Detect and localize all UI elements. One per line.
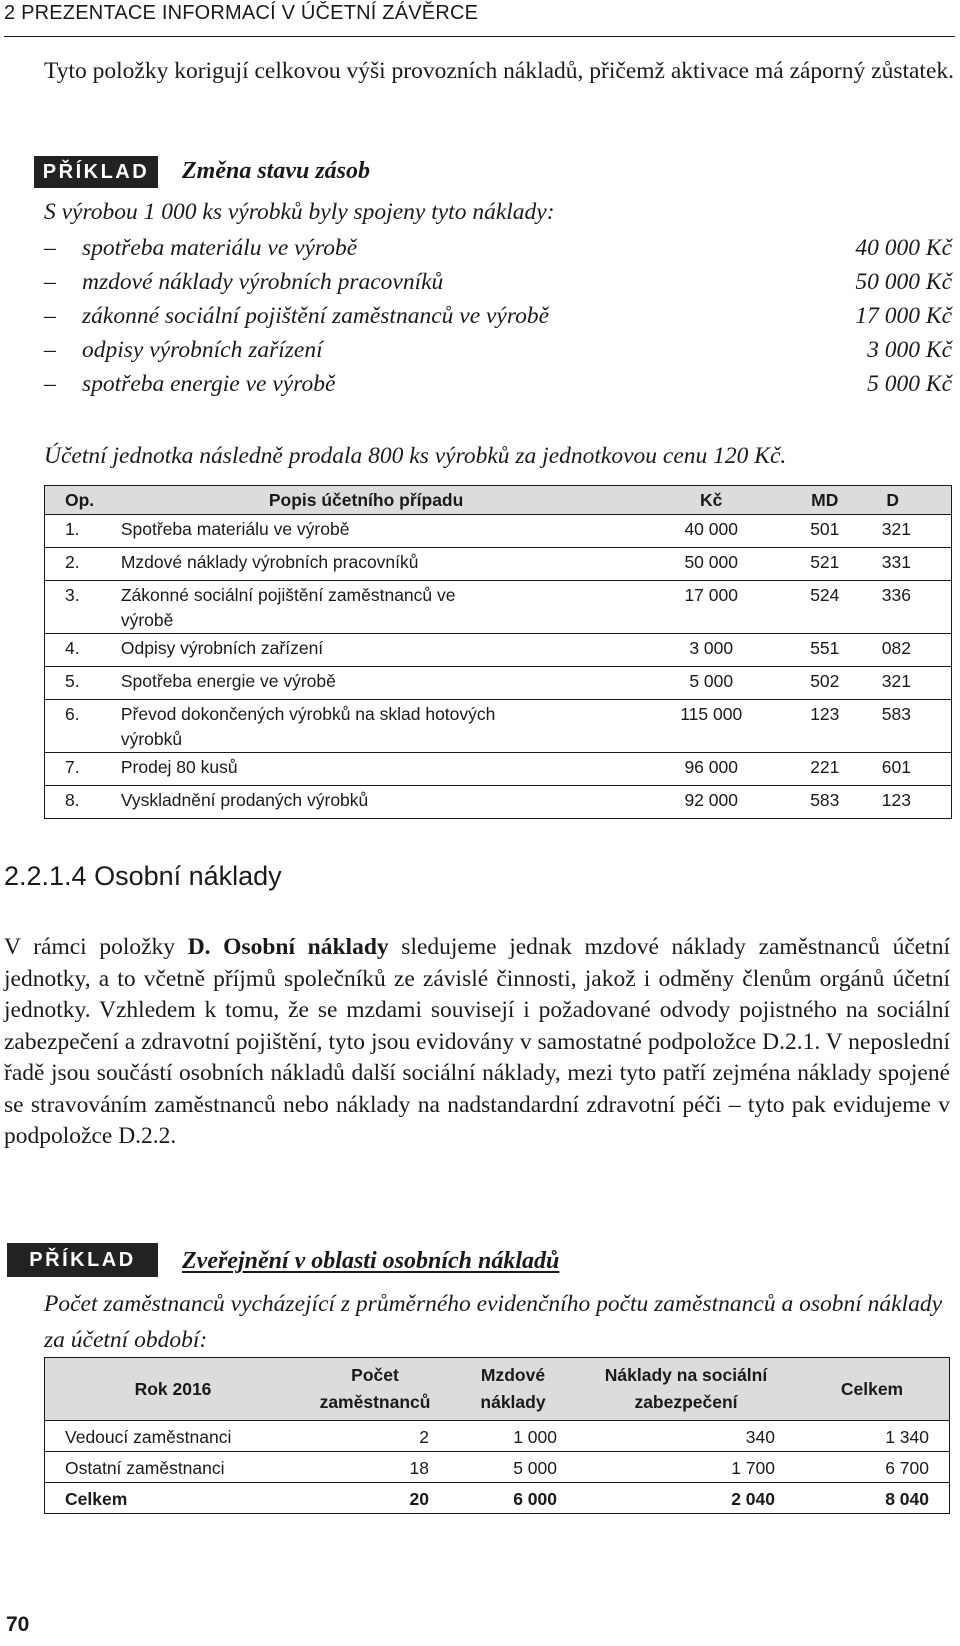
cell-md: 501 xyxy=(774,515,876,548)
cell-op: 1. xyxy=(45,515,115,548)
cell-wages: 1 000 xyxy=(449,1421,577,1452)
cost-item xyxy=(44,337,952,371)
example-title: Zveřejnění v oblasti osobních nákladů xyxy=(182,1248,560,1274)
col-header-d: D xyxy=(876,486,952,515)
cost-item xyxy=(44,269,952,303)
body-text: sledujeme jednak mzdové náklady zaměstnanců účetní jednotky, a to včetně příjmů společníků ze závislé činnosti, jakož i odměny členům orgánů účetní jednotky. Vzhledem k tomu, že se mzdami souvisejí i požadované odvody pojistného na sociální zabezpečení a zdravotní pojištění, tyto jsou evidovány v samostatné podpoložce D.2.1. V neposlední řadě jsou součástí osobních nákladů další sociální náklady, mezi tyto patří zejména náklady spojené se stravováním zaměstnanců nebo náklady na nadstandardní zdravotní péči – tyto pak evidujeme v podpoložce D.2.2. xyxy=(4,934,950,1149)
personnel-costs-table xyxy=(44,1357,950,1514)
col-header-op: Op. xyxy=(45,486,115,515)
cell-kc: 50 000 xyxy=(649,548,774,581)
body-paragraph xyxy=(4,932,950,1153)
accounting-table xyxy=(44,485,952,819)
cell-d: 321 xyxy=(876,515,952,548)
header-rule xyxy=(4,36,955,37)
cell-kc: 5 000 xyxy=(649,667,774,700)
cell-count: 18 xyxy=(301,1452,449,1483)
cell-kc: 115 000 xyxy=(649,700,774,753)
cell-social: 2 040 xyxy=(577,1483,795,1514)
table-row xyxy=(45,581,952,634)
cost-amount: 50 000 Kč xyxy=(855,269,952,295)
cell-wages: 5 000 xyxy=(449,1452,577,1483)
cell-desc: Vyskladnění prodaných výrobků xyxy=(115,786,649,819)
body-text-lead: V rámci položky xyxy=(4,934,188,960)
example-badge: PŘÍKLAD xyxy=(34,156,158,188)
cell-name: Ostatní zaměstnanci xyxy=(45,1452,302,1483)
cell-total: 6 700 xyxy=(795,1452,950,1483)
col-header-social: Náklady na sociální zabezpečení xyxy=(577,1358,795,1421)
intro-paragraph: Tyto položky korigují celkovou výši provozních nákladů, přičemž aktivace má záporný zůstatek. xyxy=(44,58,955,84)
section-heading: 2.2.1.4 Osobní náklady xyxy=(4,861,282,891)
cell-md: 583 xyxy=(774,786,876,819)
cell-desc: Zákonné sociální pojištění zaměstnanců ve výrobě xyxy=(115,581,649,634)
col-header-kc: Kč xyxy=(649,486,774,515)
cell-op: 6. xyxy=(45,700,115,753)
table-header-row xyxy=(45,486,952,515)
cell-total: 8 040 xyxy=(795,1483,950,1514)
cell-social: 1 700 xyxy=(577,1452,795,1483)
cell-op: 5. xyxy=(45,667,115,700)
cost-item xyxy=(44,235,952,269)
cell-md: 551 xyxy=(774,634,876,667)
dash-bullet: – xyxy=(44,269,56,295)
cell-md: 123 xyxy=(774,700,876,753)
example-lead: S výrobou 1 000 ks výrobků byly spojeny tyto náklady: xyxy=(44,199,555,225)
cell-desc: Spotřeba energie ve výrobě xyxy=(115,667,649,700)
cell-desc: Prodej 80 kusů xyxy=(115,753,649,786)
cell-d: 321 xyxy=(876,667,952,700)
body-term-bold: D. Osobní náklady xyxy=(187,934,389,960)
example-badge: PŘÍKLAD xyxy=(7,1243,158,1277)
dash-bullet: – xyxy=(44,303,56,329)
cell-wages: 6 000 xyxy=(449,1483,577,1514)
cost-amount: 5 000 Kč xyxy=(867,371,952,397)
cost-amount: 3 000 Kč xyxy=(867,337,952,363)
cell-d: 583 xyxy=(876,700,952,753)
table-row xyxy=(45,753,952,786)
sale-text: Účetní jednotka následně prodala 800 ks výrobků za jednotkovou cenu 120 Kč. xyxy=(44,443,787,469)
cell-d: 082 xyxy=(876,634,952,667)
cell-kc: 40 000 xyxy=(649,515,774,548)
table-header-row xyxy=(45,1358,950,1421)
dash-bullet: – xyxy=(44,235,56,261)
cell-md: 221 xyxy=(774,753,876,786)
cell-md: 524 xyxy=(774,581,876,634)
cell-count: 20 xyxy=(301,1483,449,1514)
cell-d: 336 xyxy=(876,581,952,634)
cell-kc: 17 000 xyxy=(649,581,774,634)
table-total-row xyxy=(45,1483,950,1514)
dash-bullet: – xyxy=(44,337,56,363)
col-header-wages: Mzdové náklady xyxy=(449,1358,577,1421)
cell-desc: Spotřeba materiálu ve výrobě xyxy=(115,515,649,548)
table-row xyxy=(45,515,952,548)
cell-desc: Převod dokončených výrobků na sklad hotových výrobků xyxy=(115,700,649,753)
page-number: 70 xyxy=(6,1613,30,1636)
running-header: 2 PREZENTACE INFORMACÍ V ÚČETNÍ ZÁVĚRCE xyxy=(4,2,479,24)
cost-amount: 40 000 Kč xyxy=(855,235,952,261)
cell-desc: Mzdové náklady výrobních pracovníků xyxy=(115,548,649,581)
cell-op: 4. xyxy=(45,634,115,667)
cell-op: 8. xyxy=(45,786,115,819)
table-row xyxy=(45,634,952,667)
cost-list xyxy=(44,235,952,405)
example-title: Změna stavu zásob xyxy=(182,158,371,184)
example-lead: Počet zaměstnanců vycházející z průměrného evidenčního počtu zaměstnanců a osobní náklady za účetní období: xyxy=(44,1291,943,1353)
cost-item xyxy=(44,303,952,337)
cell-name: Celkem xyxy=(45,1483,302,1514)
cost-item xyxy=(44,371,952,405)
cell-kc: 92 000 xyxy=(649,786,774,819)
dash-bullet: – xyxy=(44,371,56,397)
col-header-year: Rok 2016 xyxy=(45,1358,302,1421)
col-header-desc: Popis účetního případu xyxy=(115,486,649,515)
cell-op: 2. xyxy=(45,548,115,581)
cost-label: mzdové náklady výrobních pracovníků xyxy=(82,269,444,295)
cost-label: zákonné sociální pojištění zaměstnanců ve výrobě xyxy=(82,303,550,329)
table-row xyxy=(45,548,952,581)
cell-op: 7. xyxy=(45,753,115,786)
cell-d: 601 xyxy=(876,753,952,786)
cost-label: spotřeba materiálu ve výrobě xyxy=(82,235,358,261)
table-row xyxy=(45,786,952,819)
col-header-count: Počet zaměstnanců xyxy=(301,1358,449,1421)
table-row xyxy=(45,1452,950,1483)
col-header-total: Celkem xyxy=(795,1358,950,1421)
cell-d: 123 xyxy=(876,786,952,819)
cost-label: odpisy výrobních zařízení xyxy=(82,337,323,363)
cell-op: 3. xyxy=(45,581,115,634)
cell-name: Vedoucí zaměstnanci xyxy=(45,1421,302,1452)
table-row xyxy=(45,1421,950,1452)
cell-kc: 3 000 xyxy=(649,634,774,667)
cell-d: 331 xyxy=(876,548,952,581)
cell-count: 2 xyxy=(301,1421,449,1452)
cell-total: 1 340 xyxy=(795,1421,950,1452)
col-header-md: MD xyxy=(774,486,876,515)
cost-label: spotřeba energie ve výrobě xyxy=(82,371,336,397)
table-row xyxy=(45,667,952,700)
cell-desc: Odpisy výrobních zařízení xyxy=(115,634,649,667)
table-row xyxy=(45,700,952,753)
cost-amount: 17 000 Kč xyxy=(855,303,952,329)
cell-kc: 96 000 xyxy=(649,753,774,786)
cell-social: 340 xyxy=(577,1421,795,1452)
cell-md: 521 xyxy=(774,548,876,581)
cell-md: 502 xyxy=(774,667,876,700)
